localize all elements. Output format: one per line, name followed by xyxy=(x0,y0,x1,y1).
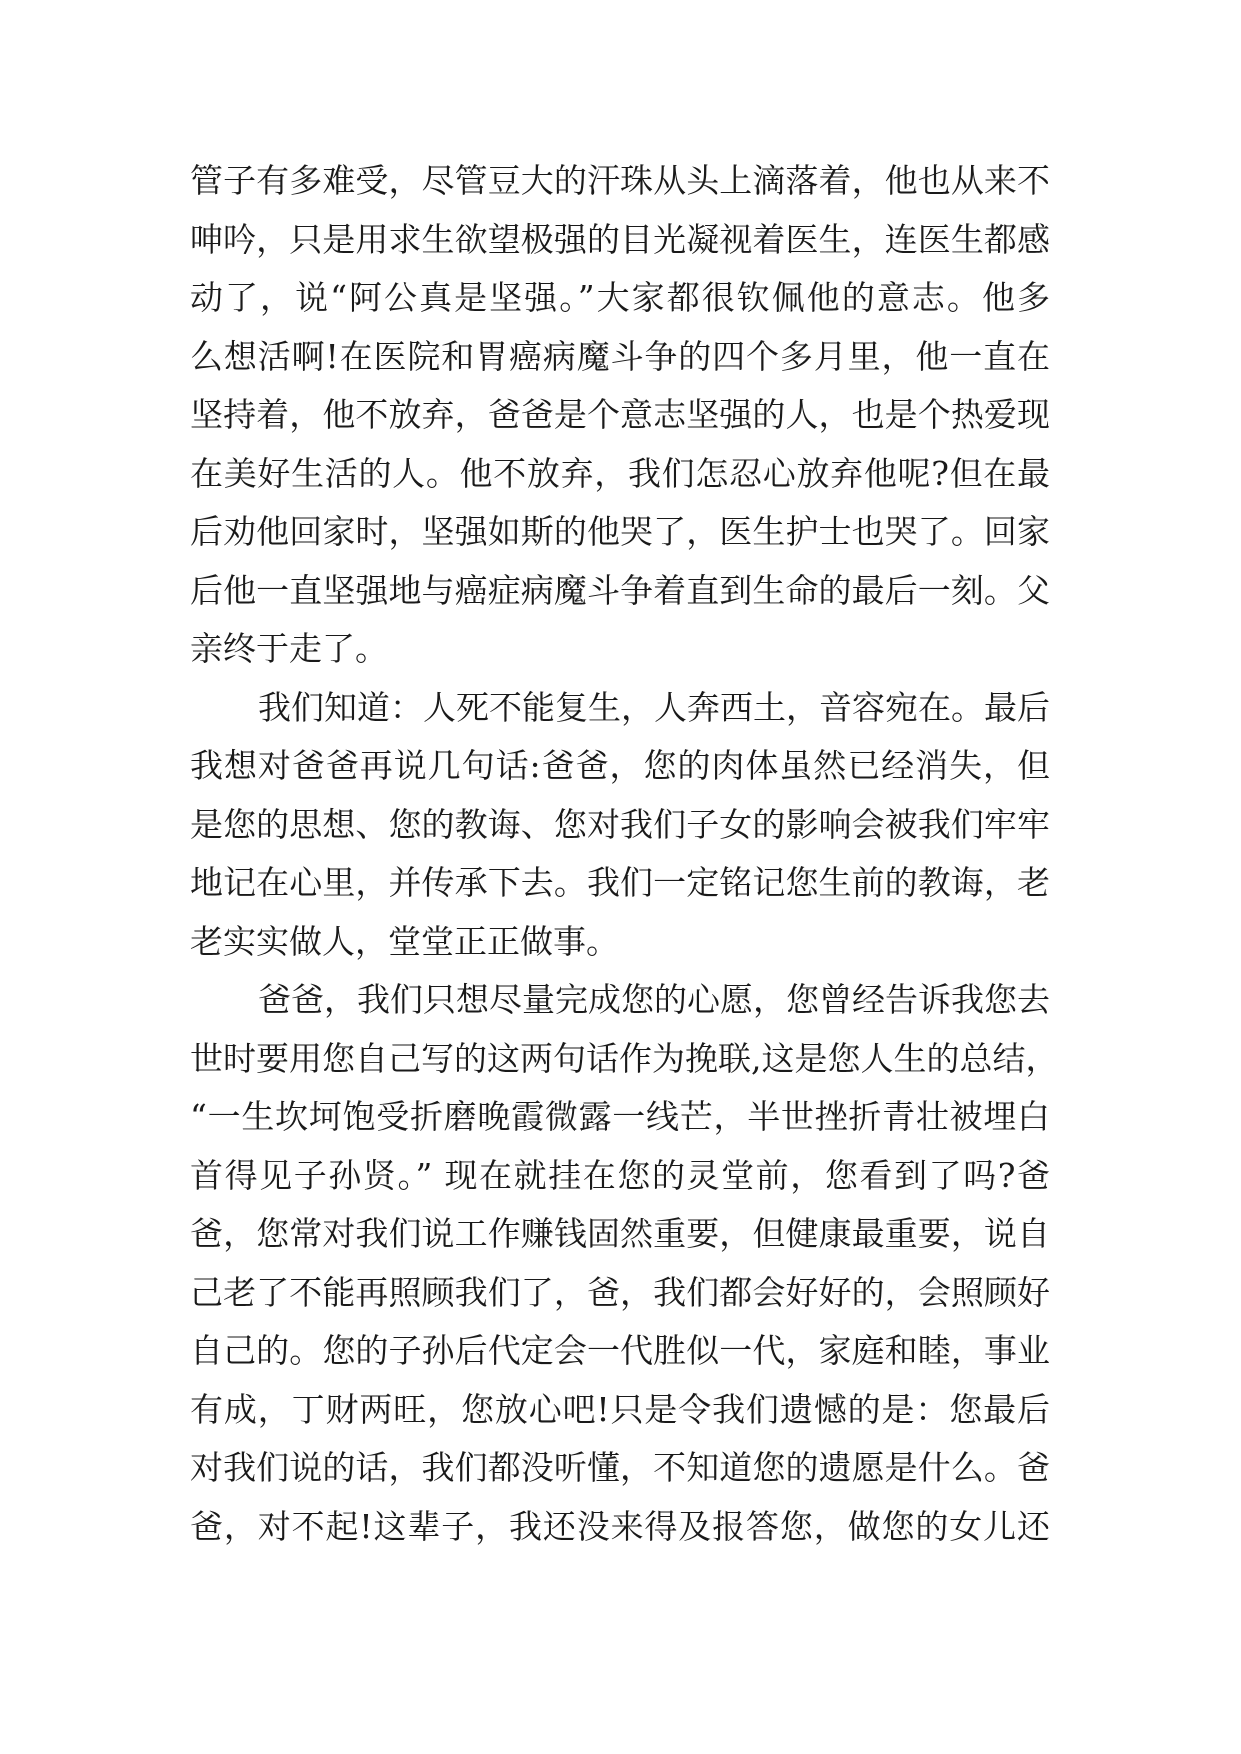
text-line: 爸，您常对我们说工作赚钱固然重要，但健康最重要，说自 xyxy=(190,1214,1050,1253)
text-line: 呻吟，只是用求生欲望极强的目光凝视着医生，连医生都感 xyxy=(190,219,1050,259)
text-line: 动了，说“阿公真是坚强。”大家都很钦佩他的意志。他多 xyxy=(190,278,1050,317)
text-line: 爸，对不起!这辈子，我还没来得及报答您，做您的女儿还 xyxy=(190,1506,1050,1546)
text-line: 坚持着，他不放弃，爸爸是个意志坚强的人，也是个热爱现 xyxy=(190,395,1050,434)
text-line: 自己的。您的子孙后代定会一代胜似一代，家庭和睦，事业 xyxy=(190,1331,1050,1370)
text-line: 己老了不能再照顾我们了，爸，我们都会好好的，会照顾好 xyxy=(190,1272,1050,1312)
paragraph-first-line: 爸爸，我们只想尽量完成您的心愿，您曾经告诉我您去 xyxy=(258,980,1050,1019)
text-line: 管子有多难受，尽管豆大的汗珠从头上滴落着，他也从来不 xyxy=(190,161,1050,200)
text-line: “一生坎坷饱受折磨晚霞微露一线芒，半世挫折青壮被埋白 xyxy=(190,1097,1050,1136)
text-line: 亲终于走了。 xyxy=(190,629,388,668)
text-line: 在美好生活的人。他不放弃，我们怎忍心放弃他呢?但在最 xyxy=(190,453,1050,493)
text-line: 老实实做人，堂堂正正做事。 xyxy=(190,921,619,961)
text-line: 世时要用您自己写的这两句话作为挽联,这是您人生的总结， xyxy=(190,1038,1059,1078)
text-line: 我想对爸爸再说几句话:爸爸，您的肉体虽然已经消失，但 xyxy=(190,746,1050,785)
text-line: 地记在心里，并传承下去。我们一定铭记您生前的教诲，老 xyxy=(190,863,1050,902)
text-line: 后劝他回家时，坚强如斯的他哭了，医生护士也哭了。回家 xyxy=(190,512,1050,551)
text-line: 么想活啊!在医院和胃癌病魔斗争的四个多月里，他一直在 xyxy=(190,336,1050,376)
paragraph-first-line: 我们知道：人死不能复生，人奔西土，音容宛在。最后 xyxy=(258,687,1050,727)
text-line: 有成，丁财两旺，您放心吧!只是令我们遗憾的是：您最后 xyxy=(190,1389,1050,1429)
text-line: 对我们说的话，我们都没听懂，不知道您的遗愿是什么。爸 xyxy=(190,1448,1050,1487)
text-line: 首得见子孙贤。” 现在就挂在您的灵堂前，您看到了吗?爸 xyxy=(190,1155,1050,1195)
text-line: 是您的思想、您的教诲、您对我们子女的影响会被我们牢牢 xyxy=(190,804,1050,844)
document-page xyxy=(190,152,1059,1556)
text-line: 后他一直坚强地与癌症病魔斗争着直到生命的最后一刻。父 xyxy=(190,570,1050,610)
